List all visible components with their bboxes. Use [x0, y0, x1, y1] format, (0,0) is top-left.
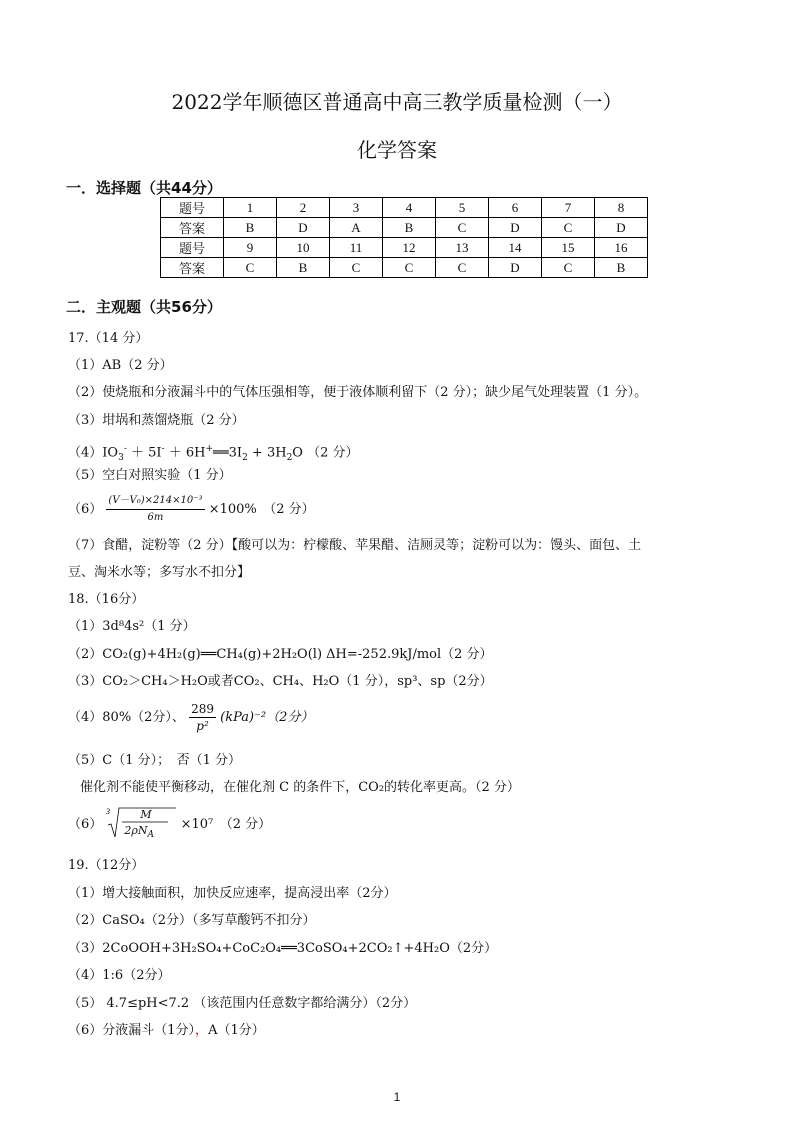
table-cell: 4	[383, 198, 436, 218]
table-row-header: 题号	[161, 198, 224, 218]
table-cell: B	[383, 218, 436, 238]
table-cell: 1	[224, 198, 277, 218]
q17-answer-4: $(4)IO_3^- + 5I^-$ ＋ $6H^+══3I_2 + 3H_2O$ （2 分）	[68, 444, 359, 463]
answer-table	[160, 197, 648, 278]
q17-answer-5: （5）空白对照实验（1 分）	[68, 468, 232, 483]
table-row-header: 答案	[161, 218, 224, 238]
q19-answer-2: （2）CaSO₄（2分）（多写草酸钙不扣分）	[68, 913, 316, 928]
section-subjective-heading: 二．主观题（共56分）	[66, 298, 222, 316]
table-row-header: 答案	[161, 258, 224, 278]
q18-fraction: $\frac{289}{\text{p²}}$	[191, 702, 214, 733]
q17-answer-2: （2）使烧瓶和分液漏斗中的气体压强相等，便于液体顺利留下（2 分）；缺少尾气处理装置（1 分）。	[68, 385, 648, 400]
table-row	[161, 258, 648, 278]
table-cell: C	[542, 218, 595, 238]
page-subtitle: 化学答案	[357, 138, 437, 162]
table-row-header: 题号	[161, 238, 224, 258]
table-cell: C	[330, 258, 383, 278]
q17-answer-3: （3）坩埚和蒸馏烧瓶（2 分）	[68, 413, 245, 428]
table-cell: 11	[330, 238, 383, 258]
table-cell: 13	[436, 238, 489, 258]
table-cell: B	[277, 258, 330, 278]
svg-text:3: 3	[106, 807, 111, 816]
table-row	[161, 218, 648, 238]
q19-heading: 19.（12分）	[68, 858, 145, 873]
q18-answer-5-reason: 催化剂不能使平衡移动，在催化剂 C 的条件下，CO₂的转化率更高。（2 分）	[80, 780, 520, 795]
table-cell: B	[224, 218, 277, 238]
table-cell: 5	[436, 198, 489, 218]
table-cell: C	[436, 258, 489, 278]
table-row	[161, 198, 648, 218]
q18-answer-3: （3）CO₂＞CH₄＞H₂O或者CO₂、CH₄、H₂O（1 分），sp³、sp（2分）	[68, 674, 493, 689]
q17-answer-1: （1）AB（2 分）	[68, 358, 173, 373]
page-number: 1	[393, 1090, 401, 1104]
table-cell: 9	[224, 238, 277, 258]
table-cell: 15	[542, 238, 595, 258]
table-cell: D	[489, 258, 542, 278]
table-cell: C	[383, 258, 436, 278]
table-cell: 16	[595, 238, 648, 258]
q17-heading: 17.（14 分）	[68, 331, 149, 346]
q18-heading: 18.（16分）	[68, 592, 145, 607]
table-cell: 10	[277, 238, 330, 258]
table-cell: 8	[595, 198, 648, 218]
q18-answer-2: （2）CO₂(g)+4H₂(g)══CH₄(g)+2H₂O(l) ΔH=-252.9kJ/mol（2 分）	[68, 647, 493, 662]
table-cell: D	[277, 218, 330, 238]
q17-answer-6: （6） $\frac{\text{(V－V₀)×214×10⁻³}}{6m}$ ×100% （2 分）	[68, 493, 315, 526]
q18-answer-6: （6） 3 M $2\rho N_A$ ×10⁷ （2 分）	[68, 805, 271, 844]
table-cell: B	[595, 258, 648, 278]
q18-answer-1: （1）3d⁸4s²（1 分）	[68, 619, 196, 634]
q19-answer-5: （5） 4.7≤pH<7.2 （该范围内任意数字都给满分）（2分）	[68, 996, 417, 1011]
table-cell: 12	[383, 238, 436, 258]
q17-answer-7-line2: 豆、淘米水等；多写水不扣分】	[68, 565, 251, 580]
table-cell: D	[595, 218, 648, 238]
table-cell: C	[542, 258, 595, 278]
q17-fraction: $\frac{\text{(V－V₀)×214×10⁻³}}{6m}$	[108, 495, 203, 523]
table-cell: 14	[489, 238, 542, 258]
table-row	[161, 238, 648, 258]
table-cell: A	[330, 218, 383, 238]
cube-root-symbol: 3 M $2\rho N_A$	[106, 805, 176, 844]
q18-answer-4: （4）80%（2分）、 $\frac{289}{\text{p²}}$ (kPa)⁻²（2分）	[68, 702, 314, 733]
table-cell: C	[224, 258, 277, 278]
table-cell: 3	[330, 198, 383, 218]
q19-answer-4: （4）1:6（2分）	[68, 968, 171, 983]
section-choice-heading: 一．选择题（共44分）	[66, 179, 222, 197]
q19-answer-1: （1）增大接触面积，加快反应速率，提高浸出率（2分）	[68, 886, 397, 901]
page-title: 2022学年顺德区普通高中高三教学质量检测（一）	[171, 90, 623, 114]
table-cell: 6	[489, 198, 542, 218]
table-cell: 7	[542, 198, 595, 218]
table-cell: C	[436, 218, 489, 238]
q17-answer-7-line1: （7）食醋，淀粉等（2 分）【酸可以为：柠檬酸、苹果醋、洁厕灵等；淀粉可以为：馒头、面包、土	[68, 538, 642, 553]
q19-answer-6: （6）分液漏斗（1分），A（1分）	[68, 1023, 265, 1038]
table-cell: 2	[277, 198, 330, 218]
q18-answer-5: （5）C（1 分）； 否（1 分）	[68, 753, 242, 768]
q19-answer-3: （3）2CoOOH+3H₂SO₄+CoC₂O₄══3CoSO₄+2CO₂↑+4H₂O（2分）	[68, 941, 498, 956]
table-cell: D	[489, 218, 542, 238]
